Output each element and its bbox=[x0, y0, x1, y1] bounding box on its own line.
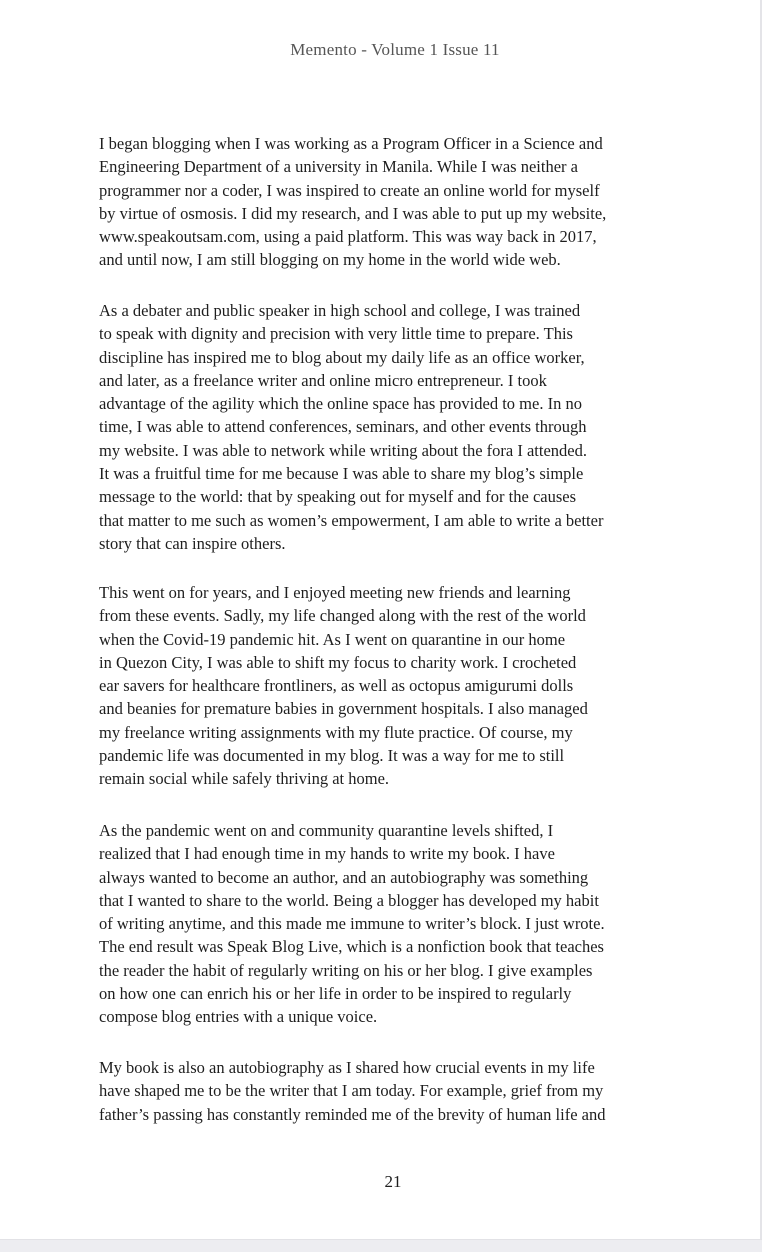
text-line: pandemic life was documented in my blog. It was a way for me to still bbox=[99, 746, 565, 766]
text-line: and until now, I am still blogging on my home in the world wide web. bbox=[99, 250, 561, 270]
text-line: my website. I was able to network while writing about the fora I attended. bbox=[99, 440, 587, 460]
text-line: have shaped me to be the writer that I am today. For example, grief from my bbox=[99, 1081, 604, 1101]
text-line: remain social while safely thriving at home. bbox=[99, 769, 390, 789]
text-line: and later, as a freelance writer and online micro entrepreneur. I took bbox=[99, 370, 547, 390]
text-line: advantage of the agility which the online space has provided to me. In no bbox=[99, 394, 582, 414]
text-line: that matter to me such as women’s empowerment, I am able to write a better bbox=[99, 510, 604, 530]
text-line: on how one can enrich his or her life in order to be inspired to regularly bbox=[99, 984, 572, 1004]
text-line: message to the world: that by speaking out for myself and for the causes bbox=[99, 487, 577, 507]
text-line: to speak with dignity and precision with very little time to prepare. This bbox=[99, 324, 573, 344]
page-number: 21 bbox=[384, 1172, 402, 1191]
text-line: the reader the habit of regularly writing on his or her blog. I give examples bbox=[99, 960, 593, 980]
text-line: My book is also an autobiography as I shared how crucial events in my life bbox=[99, 1058, 595, 1077]
text-line: time, I was able to attend conferences, seminars, and other events through bbox=[99, 417, 587, 437]
text-line: Engineering Department of a university in Manila. While I was neither a bbox=[99, 157, 578, 177]
paragraph-5 bbox=[99, 1056, 699, 1126]
text-line: www.speakoutsam.com, using a paid platform. This was way back in 2017, bbox=[99, 227, 597, 247]
text-line: ear savers for healthcare frontliners, as well as octopus amigurumi dolls bbox=[99, 676, 574, 696]
text-line: that I wanted to share to the world. Being a blogger has developed my habit bbox=[99, 890, 599, 910]
text-line: my freelance writing assignments with my flute practice. Of course, my bbox=[99, 722, 573, 742]
running-header: Memento - Volume 1 Issue 11 bbox=[290, 40, 500, 59]
text-line: realized that I had enough time in my hands to write my book. I have bbox=[99, 844, 555, 864]
text-line: and beanies for premature babies in government hospitals. I also managed bbox=[99, 699, 588, 719]
paragraph-1 bbox=[99, 132, 699, 272]
text-line: This went on for years, and I enjoyed meeting new friends and learning bbox=[99, 583, 571, 602]
paragraph-2 bbox=[99, 299, 699, 555]
text-line: story that can inspire others. bbox=[99, 533, 286, 553]
text-line: programmer nor a coder, I was inspired to create an online world for myself bbox=[99, 180, 600, 200]
text-line: always wanted to become an author, and an autobiography was something bbox=[99, 867, 589, 887]
text-line: of writing anytime, and this made me immune to writer’s block. I just wrote. bbox=[99, 914, 605, 934]
text-line: discipline has inspired me to blog about my daily life as an office worker, bbox=[99, 347, 585, 367]
text-line: compose blog entries with a unique voice. bbox=[99, 1007, 378, 1027]
text-line: The end result was Speak Blog Live, which is a nonfiction book that teaches bbox=[99, 937, 604, 957]
text-line: As the pandemic went on and community quarantine levels shifted, I bbox=[99, 821, 554, 840]
text-line: father’s passing has constantly reminded me of the brevity of human life and bbox=[99, 1104, 606, 1124]
paragraph-4 bbox=[99, 819, 699, 1029]
text-line: by virtue of osmosis. I did my research, and I was able to put up my website, bbox=[99, 203, 607, 223]
text-line: from these events. Sadly, my life changed along with the rest of the world bbox=[99, 606, 586, 626]
text-line: It was a fruitful time for me because I was able to share my blog’s simple bbox=[99, 464, 584, 484]
text-line: As a debater and public speaker in high school and college, I was trained bbox=[99, 301, 581, 320]
text-line: when the Covid-19 pandemic hit. As I went on quarantine in our home bbox=[99, 629, 566, 649]
text-line: in Quezon City, I was able to shift my focus to charity work. I crocheted bbox=[99, 652, 577, 672]
paragraph-3 bbox=[99, 581, 699, 791]
text-line: I began blogging when I was working as a Program Officer in a Science and bbox=[99, 134, 603, 153]
viewer-bottom-bar bbox=[0, 1239, 762, 1252]
